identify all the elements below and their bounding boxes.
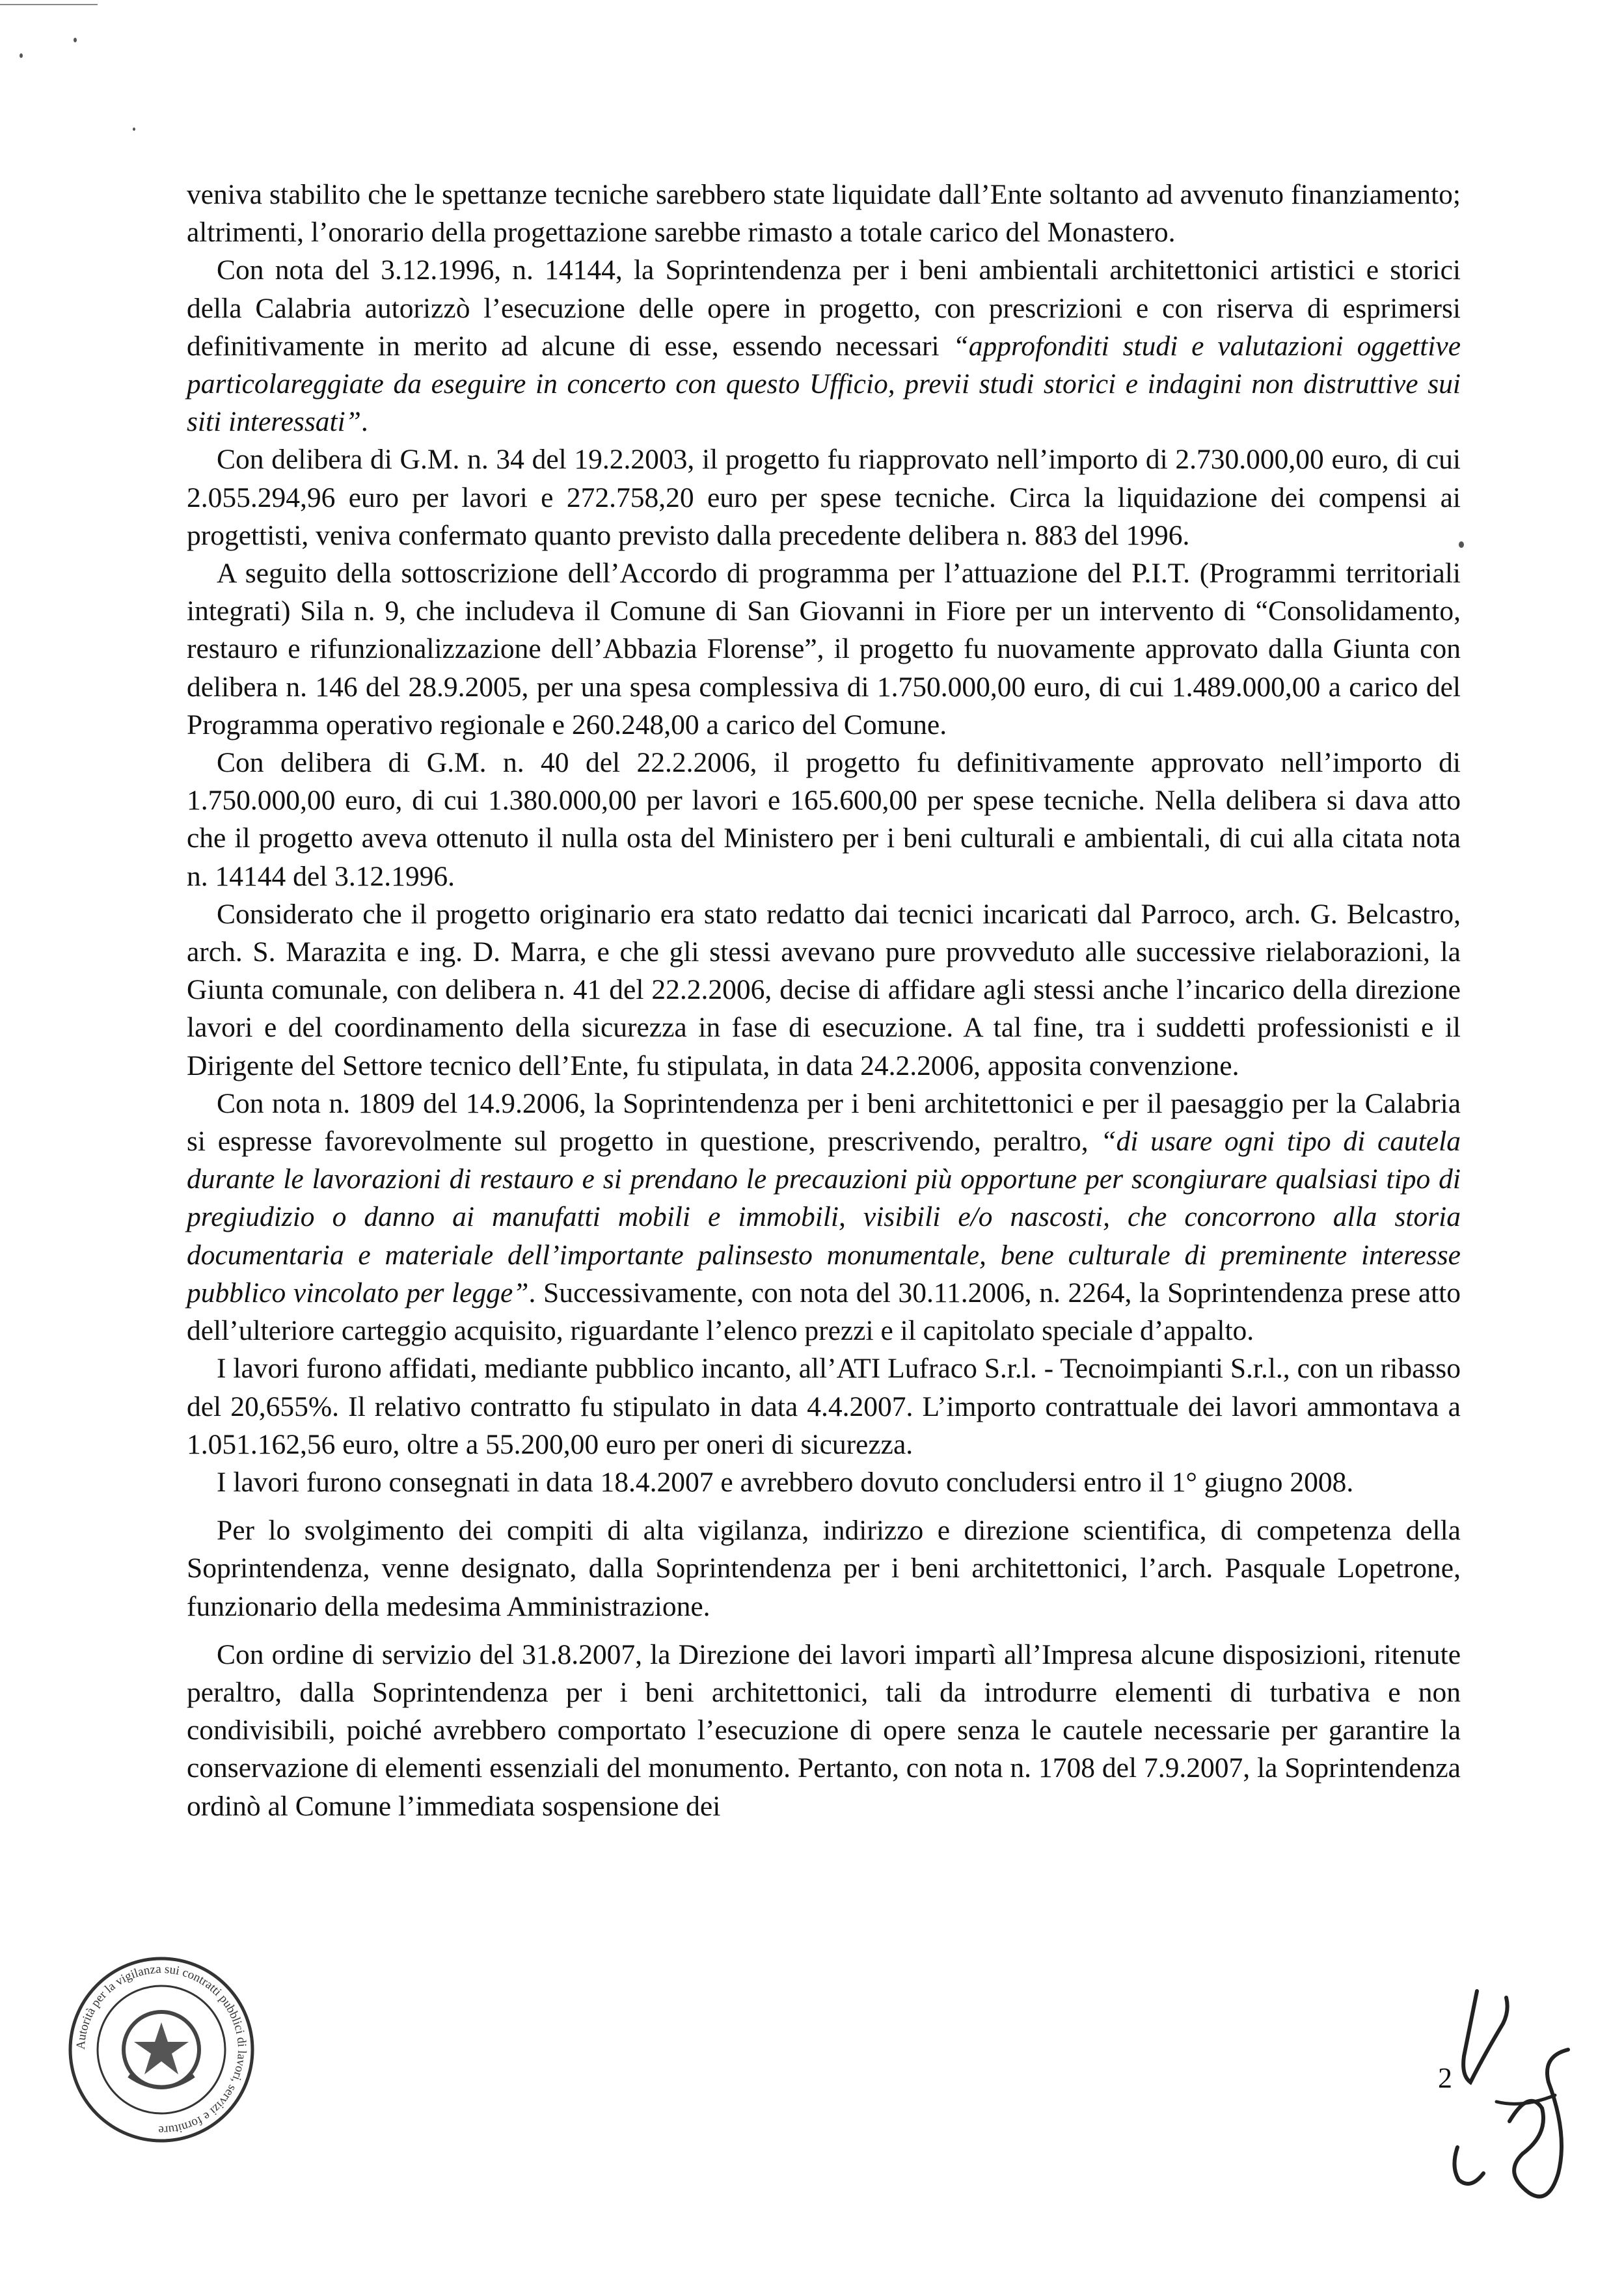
paragraph [187, 1085, 1461, 1350]
paragraph [187, 1350, 1461, 1463]
page-number: 2 [1438, 2062, 1452, 2094]
paragraph-text: veniva stabilito che le spettanze tecniche sarebbero state liquidate dall’Ente soltanto ad avvenuto finanziamento; altrimenti, l’onorario della progettazione sarebbe rimasto a totale carico del Monastero. [187, 179, 1461, 249]
paragraph [187, 895, 1461, 1085]
handwritten-signature [1418, 1978, 1614, 2238]
paragraph [187, 441, 1461, 554]
paragraph-text: A seguito della sottoscrizione dell’Accordo di programma per l’attuazione del P.I.T. (Programmi territoriali integrati) Sila n. 9, che includeva il Comune di San Giovanni in Fiore per un intervento di “Consolidamento, restauro e rifunzionalizzazione dell’Abbazia Florense”, il progetto fu nuovamente approvato dalla Giunta con delibera n. 146 del 28.9.2005, per una spesa complessiva di 1.750.000,00 euro, di cui 1.489.000,00 a carico del Programma operativo regionale e 260.248,00 a carico del Comune. [187, 558, 1461, 740]
star-emblem-icon [124, 2012, 199, 2087]
official-stamp [64, 1952, 259, 2147]
paragraph-text: I lavori furono consegnati in data 18.4.2007 e avrebbero dovuto concludersi entro il 1° giugno 2008. [217, 1466, 1354, 1498]
stamp-text: Autorità per la vigilanza sui contratti pubblici di lavori, servizi e forniture [74, 1962, 249, 2138]
paragraph-text: Con delibera di G.M. n. 34 del 19.2.2003, il progetto fu riapprovato nell’importo di 2.730.000,00 euro, di cui 2.055.294,96 euro per lavori e 272.758,20 euro per spese tecniche. Circa la liquidazione dei compensi ai progettisti, veniva confermato quanto previsto dalla precedente delibera n. 883 del 1996. [187, 444, 1461, 551]
paragraph-text: . [360, 406, 368, 438]
scan-speck [74, 38, 77, 42]
paragraph-text: Con nota del 3.12.1996, n. 14144, la Soprintendenza per i beni ambientali architettonici artistici e storici della Calabria autorizzò l’esecuzione delle opere in progetto, con prescrizioni e con riserva di esprimersi definitivamente in merito ad alcune di esse, essendo necessari [187, 254, 1461, 362]
quoted-text: “approfonditi studi e valutazioni oggettive particolareggiate da eseguire in concerto con questo Ufficio, previi studi storici e indagini non distruttive sui siti interessati” [187, 330, 1461, 438]
paragraph-text: I lavori furono affidati, mediante pubblico incanto, all’ATI Lufraco S.r.l. - Tecnoimpianti S.r.l., con un ribasso del 20,655%. Il relativo contratto fu stipulato in data 4.4.2007. L’importo contrattuale dei lavori ammontava a 1.051.162,56 euro, oltre a 55.200,00 euro per oneri di sicurezza. [187, 1353, 1461, 1460]
paragraph [187, 744, 1461, 895]
paragraph-text: Considerato che il progetto originario era stato redatto dai tecnici incaricati dal Parroco, arch. G. Belcastro, arch. S. Marazita e ing. D. Marra, e che gli stessi avevano pure provveduto alle successive rielaborazioni, la Giunta comunale, con delibera n. 41 del 22.2.2006, decise di affidare agli stessi anche l’incarico della direzione lavori e del coordinamento della sicurezza in fase di esecuzione. A tal fine, tra i suddetti professionisti e il Dirigente del Settore tecnico dell’Ente, fu stipulata, in data 24.2.2006, apposita convenzione. [187, 898, 1461, 1081]
paragraph-text: Con nota n. 1809 del 14.9.2006, la Soprintendenza per i beni architettonici e per il paesaggio per la Calabria si espresse favorevolmente sul progetto in questione, prescrivendo, peraltro, [187, 1087, 1461, 1158]
scan-edge-line [0, 4, 98, 5]
paragraph [187, 1512, 1461, 1625]
quoted-text: “di usare ogni tipo di cautela durante le lavorazioni di restauro e si prendano le precauzioni più opportune per scongiurare qualsiasi tipo di pregiudizio o danno ai manufatti mobili e immobili, visibili e/o nascosti, che concorrono alla storia documentaria e materiale dell’importante palinsesto monumentale, bene culturale di preminente interesse pubblico vincolato per legge” [187, 1126, 1461, 1309]
paragraph-text: . Successivamente, con nota del 30.11.2006, n. 2264, la Soprintendenza prese atto dell’ulteriore carteggio acquisito, riguardante l’elenco prezzi e il capitolato speciale d’appalto. [187, 1277, 1461, 1347]
paragraph [187, 1636, 1461, 1825]
paragraph-text: Per lo svolgimento dei compiti di alta vigilanza, indirizzo e direzione scientifica, di competenza della Soprintendenza, venne designato, dalla Soprintendenza per i beni architettonici, l’arch. Pasquale Lopetrone, funzionario della medesima Amministrazione. [187, 1515, 1461, 1622]
paragraph [187, 1463, 1461, 1501]
paragraph [187, 251, 1461, 441]
paragraph-text: Con delibera di G.M. n. 40 del 22.2.2006, il progetto fu definitivamente approvato nell’importo di 1.750.000,00 euro, di cui 1.380.000,00 per lavori e 165.600,00 per spese tecniche. Nella delibera si dava atto che il progetto aveva ottenuto il nulla osta del Ministero per i beni culturali e ambientali, di cui alla citata nota n. 14144 del 3.12.1996. [187, 747, 1461, 892]
scan-speck [20, 53, 23, 58]
document-body [187, 176, 1461, 1825]
paragraph [187, 554, 1461, 744]
paragraph-text: Con ordine di servizio del 31.8.2007, la Direzione dei lavori impartì all’Impresa alcune disposizioni, ritenute peraltro, dalla Soprintendenza per i beni architettonici, tali da introdurre elementi di turbativa e non condivisibili, poiché avrebbero comportato l’esecuzione di opere senza le cautele necessarie per garantire la conservazione di elementi essenziali del monumento. Pertanto, con nota n. 1708 del 7.9.2007, la Soprintendenza ordinò al Comune l’immediata sospensione dei [187, 1638, 1461, 1822]
paragraph [187, 176, 1461, 251]
scan-speck [133, 128, 135, 131]
